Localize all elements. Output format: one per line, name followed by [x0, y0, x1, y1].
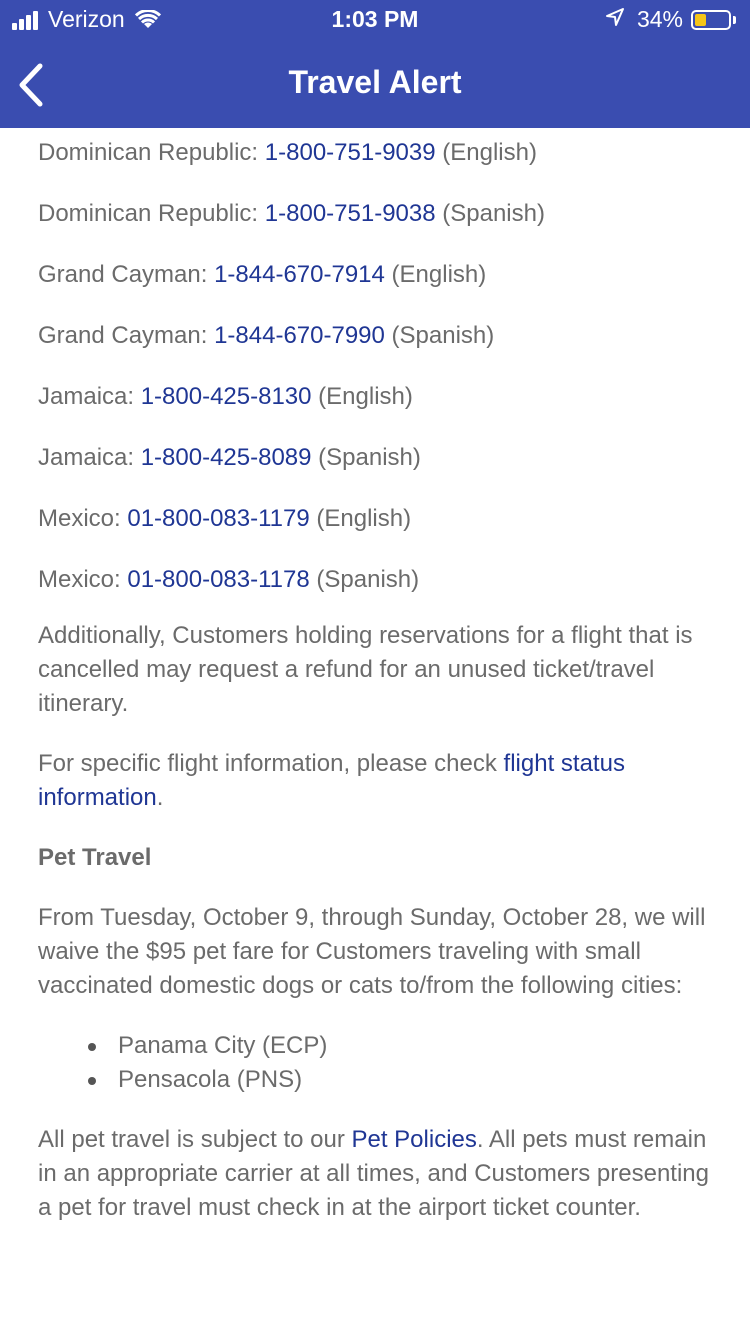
phone-language: (Spanish): [311, 444, 421, 471]
status-bar: [0, 0, 750, 40]
list-item: Panama City (ECP): [118, 1029, 718, 1063]
phone-line: [38, 195, 718, 250]
phone-language: (Spanish): [435, 200, 545, 227]
list-item: Pensacola (PNS): [118, 1063, 718, 1097]
city-list: [38, 1029, 718, 1097]
phone-region: Dominican Republic:: [38, 200, 265, 227]
battery-percentage: 34%: [636, 6, 683, 32]
battery-nub: [733, 16, 736, 24]
page-title: Travel Alert: [288, 64, 462, 100]
phone-region: Grand Cayman:: [38, 322, 215, 349]
flight-info-paragraph: [38, 747, 718, 815]
phone-language: (English): [311, 383, 413, 410]
phone-line: [38, 317, 718, 372]
phone-region: Mexico:: [38, 566, 128, 593]
phone-number-link[interactable]: 1-800-751-9038: [264, 200, 436, 227]
flight-info-suffix: .: [156, 784, 164, 811]
phone-language: (Spanish): [384, 322, 495, 349]
phone-number-link[interactable]: 1-800-751-9039: [264, 139, 436, 166]
phone-line: [38, 256, 718, 311]
battery-icon: [691, 10, 731, 30]
refund-paragraph: Additionally, Customers holding reservations for a flight that is cancelled may request a refund for an unused ticket/travel itinerary.: [38, 622, 693, 717]
navigation-header: [0, 0, 750, 128]
flight-info-prefix: For specific flight information, please check: [38, 750, 504, 777]
status-time: 1:03 PM: [331, 6, 419, 32]
pet-travel-paragraph: From Tuesday, October 9, through Sunday, October 28, we will waive the $95 pet fare for Customers traveling with small vaccinated domestic dogs or cats to/from the following cities:: [38, 904, 706, 999]
phone-number-list: [38, 134, 718, 616]
battery-level: [695, 14, 706, 26]
phone-number-link[interactable]: 1-844-670-7914: [214, 261, 385, 288]
alert-content: [38, 128, 718, 1251]
phone-region: Jamaica:: [38, 444, 141, 471]
phone-language: (English): [384, 261, 487, 288]
phone-number-link[interactable]: 01-800-083-1178: [127, 566, 310, 593]
flight-status-link[interactable]: flight status information: [38, 750, 625, 811]
phone-number-link[interactable]: 01-800-083-1179: [127, 505, 310, 532]
phone-number-link[interactable]: 1-800-425-8130: [140, 383, 312, 410]
phone-line: [38, 561, 718, 616]
phone-line: [38, 500, 718, 555]
phone-region: Mexico:: [38, 505, 128, 532]
phone-number-link[interactable]: 1-844-670-7990: [214, 322, 385, 349]
carrier-name: Verizon: [48, 6, 125, 32]
location-arrow-icon: [605, 6, 625, 33]
status-right: [605, 6, 736, 33]
phone-region: Dominican Republic:: [38, 139, 265, 166]
pet-policy-paragraph: [38, 1123, 718, 1225]
phone-number-link[interactable]: 1-800-425-8089: [140, 444, 312, 471]
phone-region: Grand Cayman:: [38, 261, 215, 288]
phone-line: [38, 378, 718, 433]
phone-language: (English): [435, 139, 537, 166]
phone-line: [38, 439, 718, 494]
pet-travel-heading: Pet Travel: [38, 844, 152, 871]
phone-region: Jamaica:: [38, 383, 141, 410]
pet-policy-prefix: All pet travel is subject to our: [38, 1126, 352, 1153]
pet-policy-suffix: . All pets must remain in an appropriate carrier at all times, and Customers presenting a pet for travel must check in at the airport ticket counter.: [38, 1126, 709, 1221]
phone-language: (Spanish): [309, 566, 420, 593]
phone-language: (English): [309, 505, 412, 532]
phone-line: [38, 134, 718, 189]
pet-policies-link[interactable]: Pet Policies: [351, 1126, 477, 1153]
